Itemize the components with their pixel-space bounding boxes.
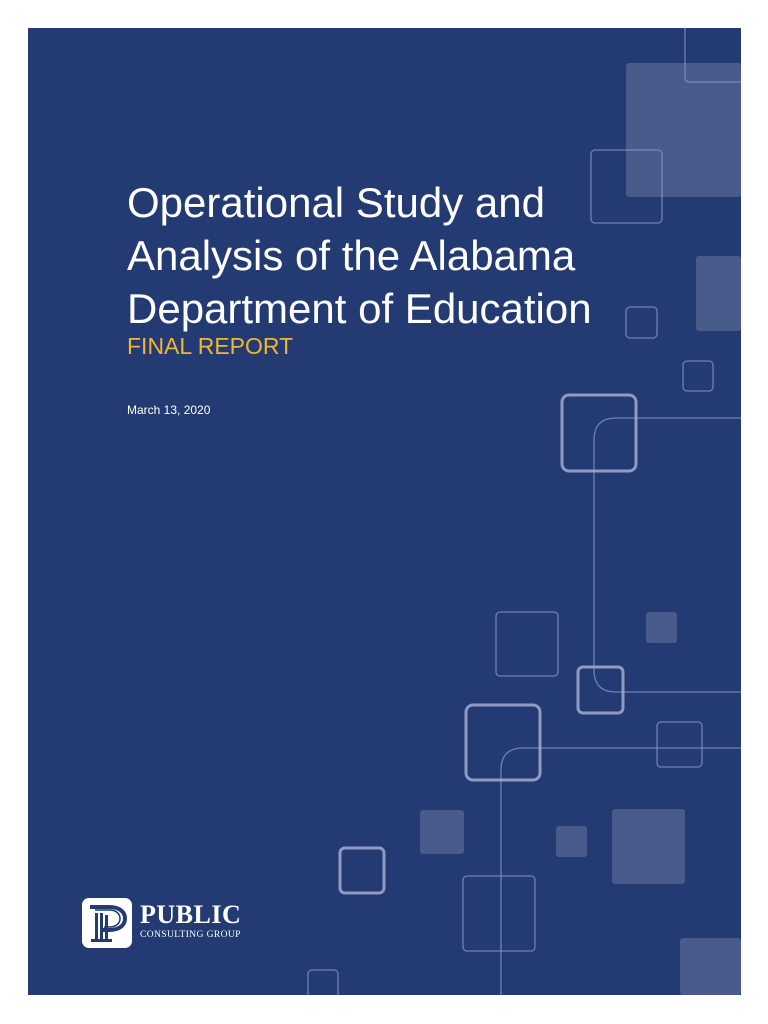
bold-outline-square: [578, 667, 623, 713]
filled-square: [696, 256, 741, 331]
outline-square: [496, 612, 558, 676]
logo-wordmark: PUBLIC: [140, 900, 242, 929]
outline-square: [308, 970, 338, 995]
filled-square: [420, 810, 464, 854]
filled-square: [680, 938, 741, 995]
title-line: Operational Study and: [127, 179, 545, 226]
outline-square: [463, 876, 535, 951]
decorative-squares-pattern: [28, 28, 741, 995]
filled-square: [556, 826, 587, 857]
pillar-icon: [82, 898, 132, 948]
connector-line: [594, 418, 741, 692]
public-consulting-group-logo: [82, 898, 252, 952]
bold-outline-square: [466, 705, 540, 780]
bold-outline-square: [340, 848, 384, 893]
report-subtitle: FINAL REPORT: [127, 333, 294, 359]
report-cover: [28, 28, 741, 995]
logo-subline: CONSULTING GROUP: [140, 930, 241, 940]
bold-outline-square: [562, 395, 636, 471]
title-line: Analysis of the Alabama: [127, 232, 576, 279]
outline-square: [683, 361, 713, 391]
filled-square: [612, 809, 685, 884]
report-date: March 13, 2020: [127, 403, 211, 417]
report-title: [127, 176, 687, 335]
filled-square: [646, 612, 677, 643]
title-line: Department of Education: [127, 285, 592, 332]
outline-square: [657, 722, 702, 767]
